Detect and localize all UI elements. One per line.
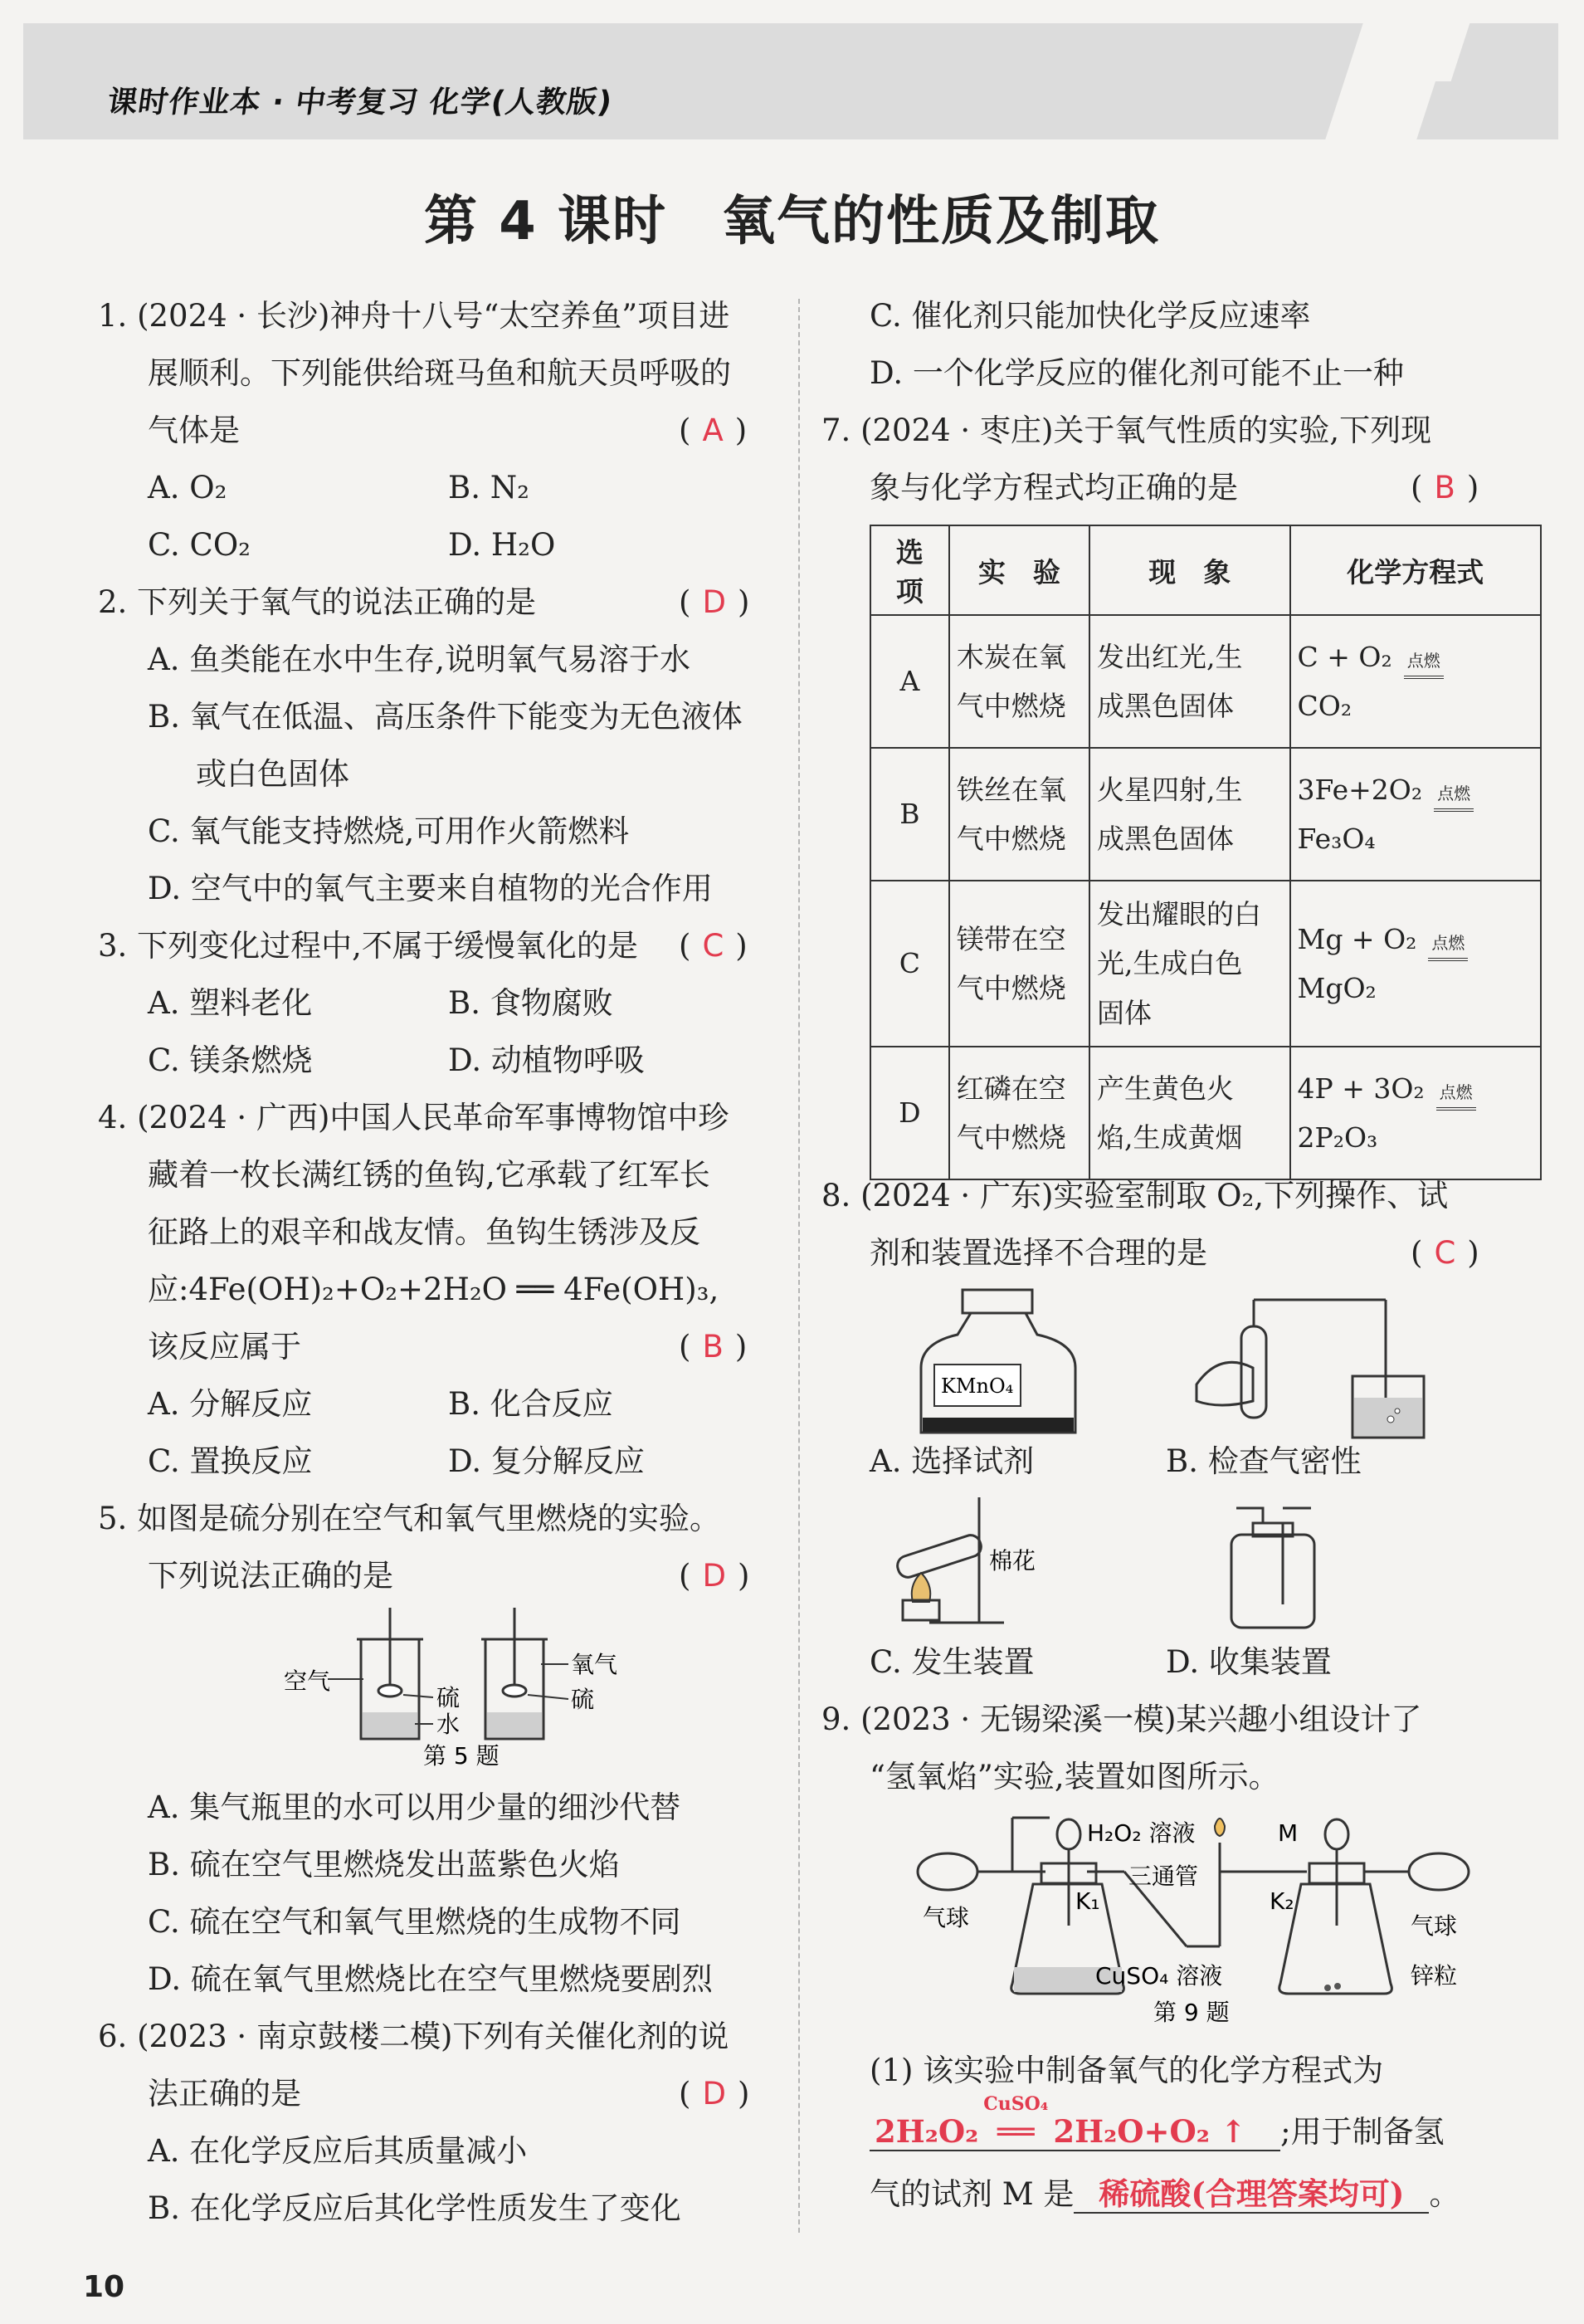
cuso4-label: CuSO₄ 溶液	[1095, 1962, 1223, 1990]
q7-answer-slot: ( B )	[1411, 470, 1479, 505]
k2-label: K₂	[1270, 1887, 1294, 1915]
q9-sub1-after: ;用于制备氢	[1280, 2114, 1445, 2150]
q8-answer: C	[1434, 1235, 1456, 1271]
fig5-label-air: 空气	[284, 1667, 331, 1695]
q5-answer-slot: ( D )	[679, 1558, 750, 1594]
balloon-right-label: 气球	[1411, 1912, 1458, 1940]
q7-line: 7. (2024 · 枣庄)关于氧气性质的实验,下列现	[821, 413, 1432, 448]
table-row	[870, 748, 1541, 881]
q5-figure	[282, 1606, 647, 1768]
fig5-caption: 第 5 题	[423, 1742, 500, 1768]
table-cell-experiment: 木炭在氧 气中燃烧	[949, 615, 1089, 748]
table-header: 实 验	[949, 525, 1089, 615]
q3-stem: 3. 下列变化过程中,不属于缓慢氧化的是	[98, 928, 638, 964]
q9-line3	[870, 2175, 1460, 2212]
q3-answer-slot: ( C )	[679, 928, 748, 964]
air-jar	[357, 1608, 423, 1739]
q7-table	[870, 525, 1542, 1180]
table-cell-equation: 3Fe+2O₂ 点燃 Fe₃O₄	[1290, 748, 1541, 881]
q9-sub1-line3: 气的试剂 M 是	[870, 2176, 1075, 2212]
q4-line: 藏着一枚长满红锈的鱼钩,它承载了红军长	[148, 1157, 710, 1193]
q1-option: A. O₂	[148, 470, 227, 505]
q4-line: 该反应属于	[148, 1329, 301, 1365]
table-row	[870, 615, 1541, 748]
fig5-label-sulfur: 硫	[436, 1684, 461, 1711]
q8-line: 8. (2024 · 广东)实验室制取 O₂,下列操作、试	[821, 1178, 1449, 1213]
q9-equation-blank	[870, 2093, 1280, 2151]
q8-option: B. 检查气密性	[1166, 1443, 1362, 1479]
balloon-left-label: 气球	[923, 1904, 970, 1931]
q9-apparatus-figure	[913, 1809, 1477, 2025]
q2-option: A. 鱼类能在水中生存,说明氧气易溶于水	[148, 642, 691, 677]
eq-left: 2H₂O₂	[875, 2113, 979, 2150]
q8-answer-slot: ( C )	[1411, 1235, 1479, 1271]
q5-option: C. 硫在空气和氧气里燃烧的生成物不同	[148, 1904, 681, 1940]
k1-label: K₁	[1075, 1887, 1100, 1915]
table-row	[870, 881, 1541, 1047]
q6-line: 6. (2023 · 南京鼓楼二模)下列有关催化剂的说	[98, 2019, 729, 2054]
q2-answer: D	[702, 584, 726, 620]
q1-line: 展顺利。下列能供给斑马鱼和航天员呼吸的	[148, 355, 731, 391]
q5-line: 5. 如图是硫分别在空气和氧气里燃烧的实验。	[98, 1501, 721, 1536]
table-header: 选 项	[870, 525, 949, 615]
kmno4-label: KMnO₄	[941, 1374, 1014, 1398]
q8-collection-bottle-figure	[1220, 1506, 1328, 1631]
table-cell-experiment: 红磷在空 气中燃烧	[949, 1047, 1089, 1179]
tee-label: 三通管	[1128, 1863, 1199, 1890]
q3-option: A. 塑料老化	[148, 985, 313, 1021]
q8-line: 剂和装置选择不合理的是	[870, 1235, 1207, 1271]
q9-line: 9. (2023 · 无锡梁溪一模)某兴趣小组设计了	[821, 1702, 1422, 1737]
h2o2-label: H₂O₂ 溶液	[1087, 1819, 1196, 1847]
q5-option: A. 集气瓶里的水可以用少量的细沙代替	[148, 1789, 681, 1825]
eq-arrow: CuSO₄ ══	[978, 2116, 1053, 2147]
q8-reagent-bottle-figure	[904, 1285, 1095, 1443]
q3-option: B. 食物腐败	[448, 985, 613, 1021]
q4-answer: B	[702, 1329, 724, 1365]
q1-option: D. H₂O	[448, 527, 556, 563]
table-cell-option: A	[870, 615, 949, 748]
q5-option: B. 硫在空气里燃烧发出蓝紫色火焰	[148, 1847, 620, 1882]
q4-line: 4. (2024 · 广西)中国人民革命军事博物馆中珍	[98, 1100, 729, 1135]
q2-stem: 2. 下列关于氧气的说法正确的是	[98, 584, 537, 620]
q1-option: C. CO₂	[148, 527, 251, 563]
table-cell-phenomenon: 发出耀眼的白 光,生成白色 固体	[1089, 881, 1289, 1047]
q3-option: D. 动植物呼吸	[448, 1042, 645, 1078]
q4-option: C. 置换反应	[148, 1443, 313, 1479]
book-title: 课时作业本 · 中考复习 化学(人教版)	[105, 85, 615, 120]
lesson-title: 第 4 课时 氧气的性质及制取	[423, 191, 1161, 252]
q8-option: A. 选择试剂	[870, 1443, 1035, 1479]
fig9-caption: 第 9 题	[1153, 1999, 1230, 2025]
table-cell-equation: 4P + 3O₂ 点燃 2P₂O₃	[1290, 1047, 1541, 1179]
q7-answer: B	[1434, 470, 1455, 505]
oxygen-jar	[481, 1608, 548, 1739]
q2-option: 或白色固体	[196, 756, 349, 792]
q9-sub1: (1) 该实验中制备氧气的化学方程式为	[870, 2053, 1384, 2088]
q4-option: D. 复分解反应	[448, 1443, 645, 1479]
q9-answer-line	[870, 2093, 1445, 2150]
q2-answer-slot: ( D )	[679, 584, 750, 620]
table-header: 化学方程式	[1290, 525, 1541, 615]
zinc-label: 锌粒	[1411, 1962, 1458, 1990]
table-cell-option: B	[870, 748, 949, 881]
q2-option: B. 氧气在低温、高压条件下能变为无色液体	[148, 699, 743, 735]
table-cell-phenomenon: 发出红光,生 成黑色固体	[1089, 615, 1289, 748]
q8-airtight-check-figure	[1195, 1293, 1444, 1443]
table-cell-experiment: 铁丝在氧 气中燃烧	[949, 748, 1089, 881]
page-number: 10	[83, 2270, 125, 2304]
q1-line: 1. (2024 · 长沙)神舟十八号“太空养鱼”项目进	[98, 298, 730, 334]
q6-option: B. 在化学反应后其化学性质发生了变化	[148, 2190, 681, 2226]
m-label: M	[1278, 1819, 1299, 1847]
q4-option: A. 分解反应	[148, 1386, 313, 1422]
q9-reagent-blank	[1074, 2176, 1429, 2214]
q1-line: 气体是	[148, 413, 240, 448]
end-mark: 。	[1429, 2176, 1460, 2212]
table-cell-equation: Mg + O₂ 点燃 MgO₂	[1290, 881, 1541, 1047]
q8-option: D. 收集装置	[1166, 1644, 1332, 1680]
column-divider	[798, 299, 800, 2233]
q3-option: C. 镁条燃烧	[148, 1042, 313, 1078]
table-cell-experiment: 镁带在空 气中燃烧	[949, 881, 1089, 1047]
q8-generator-figure	[880, 1494, 1079, 1627]
q6-line: 法正确的是	[148, 2076, 301, 2112]
q7-line: 象与化学方程式均正确的是	[870, 470, 1238, 505]
table-cell-phenomenon: 火星四射,生 成黑色固体	[1089, 748, 1289, 881]
q8-option: C. 发生装置	[870, 1644, 1035, 1680]
q3-answer: C	[702, 928, 724, 964]
eq-catalyst: CuSO₄	[983, 2093, 1049, 2115]
fig5-label-sulfur: 硫	[571, 1686, 595, 1713]
q6-option: D. 一个化学反应的催化剂可能不止一种	[870, 355, 1404, 391]
reagent-m-answer: 稀硫酸(合理答案均可)	[1099, 2175, 1405, 2212]
q5-line: 下列说法正确的是	[148, 1558, 393, 1594]
q4-option: B. 化合反应	[448, 1386, 613, 1422]
fig5-label-water: 水	[436, 1711, 461, 1738]
q2-option: C. 氧气能支持燃烧,可用作火箭燃料	[148, 813, 630, 849]
q4-answer-slot: ( B )	[679, 1329, 748, 1365]
q5-option: D. 硫在氧气里燃烧比在空气里燃烧要剧烈	[148, 1961, 713, 1997]
fig5-label-oxygen: 氧气	[571, 1651, 618, 1678]
table-cell-option: D	[870, 1047, 949, 1179]
table-header-row	[870, 525, 1541, 615]
q1-answer: A	[702, 413, 724, 448]
q6-option: C. 催化剂只能加快化学反应速率	[870, 298, 1311, 334]
table-cell-option: C	[870, 881, 949, 1047]
table-cell-phenomenon: 产生黄色火 焰,生成黄烟	[1089, 1047, 1289, 1179]
q1-option: B. N₂	[448, 470, 529, 505]
table-header: 现 象	[1089, 525, 1289, 615]
q9-line: “氢氧焰”实验,装置如图所示。	[870, 1759, 1279, 1794]
eq-right: 2H₂O+O₂ ↑	[1053, 2113, 1246, 2150]
table-cell-equation: C + O₂ 点燃 CO₂	[1290, 615, 1541, 748]
q1-answer-slot: ( A )	[679, 413, 748, 448]
q6-option: A. 在化学反应后其质量减小	[148, 2133, 528, 2169]
table-row	[870, 1047, 1541, 1179]
q5-answer: D	[702, 1558, 726, 1594]
q2-option: D. 空气中的氧气主要来自植物的光合作用	[148, 871, 713, 906]
q6-answer: D	[702, 2076, 726, 2112]
cotton-label: 棉花	[989, 1547, 1036, 1575]
q4-line: 征路上的艰辛和战友情。鱼钩生锈涉及反	[148, 1214, 700, 1250]
q6-answer-slot: ( D )	[679, 2076, 750, 2112]
q4-line: 应:4Fe(OH)₂+O₂+2H₂O ══ 4Fe(OH)₃,	[148, 1272, 719, 1307]
